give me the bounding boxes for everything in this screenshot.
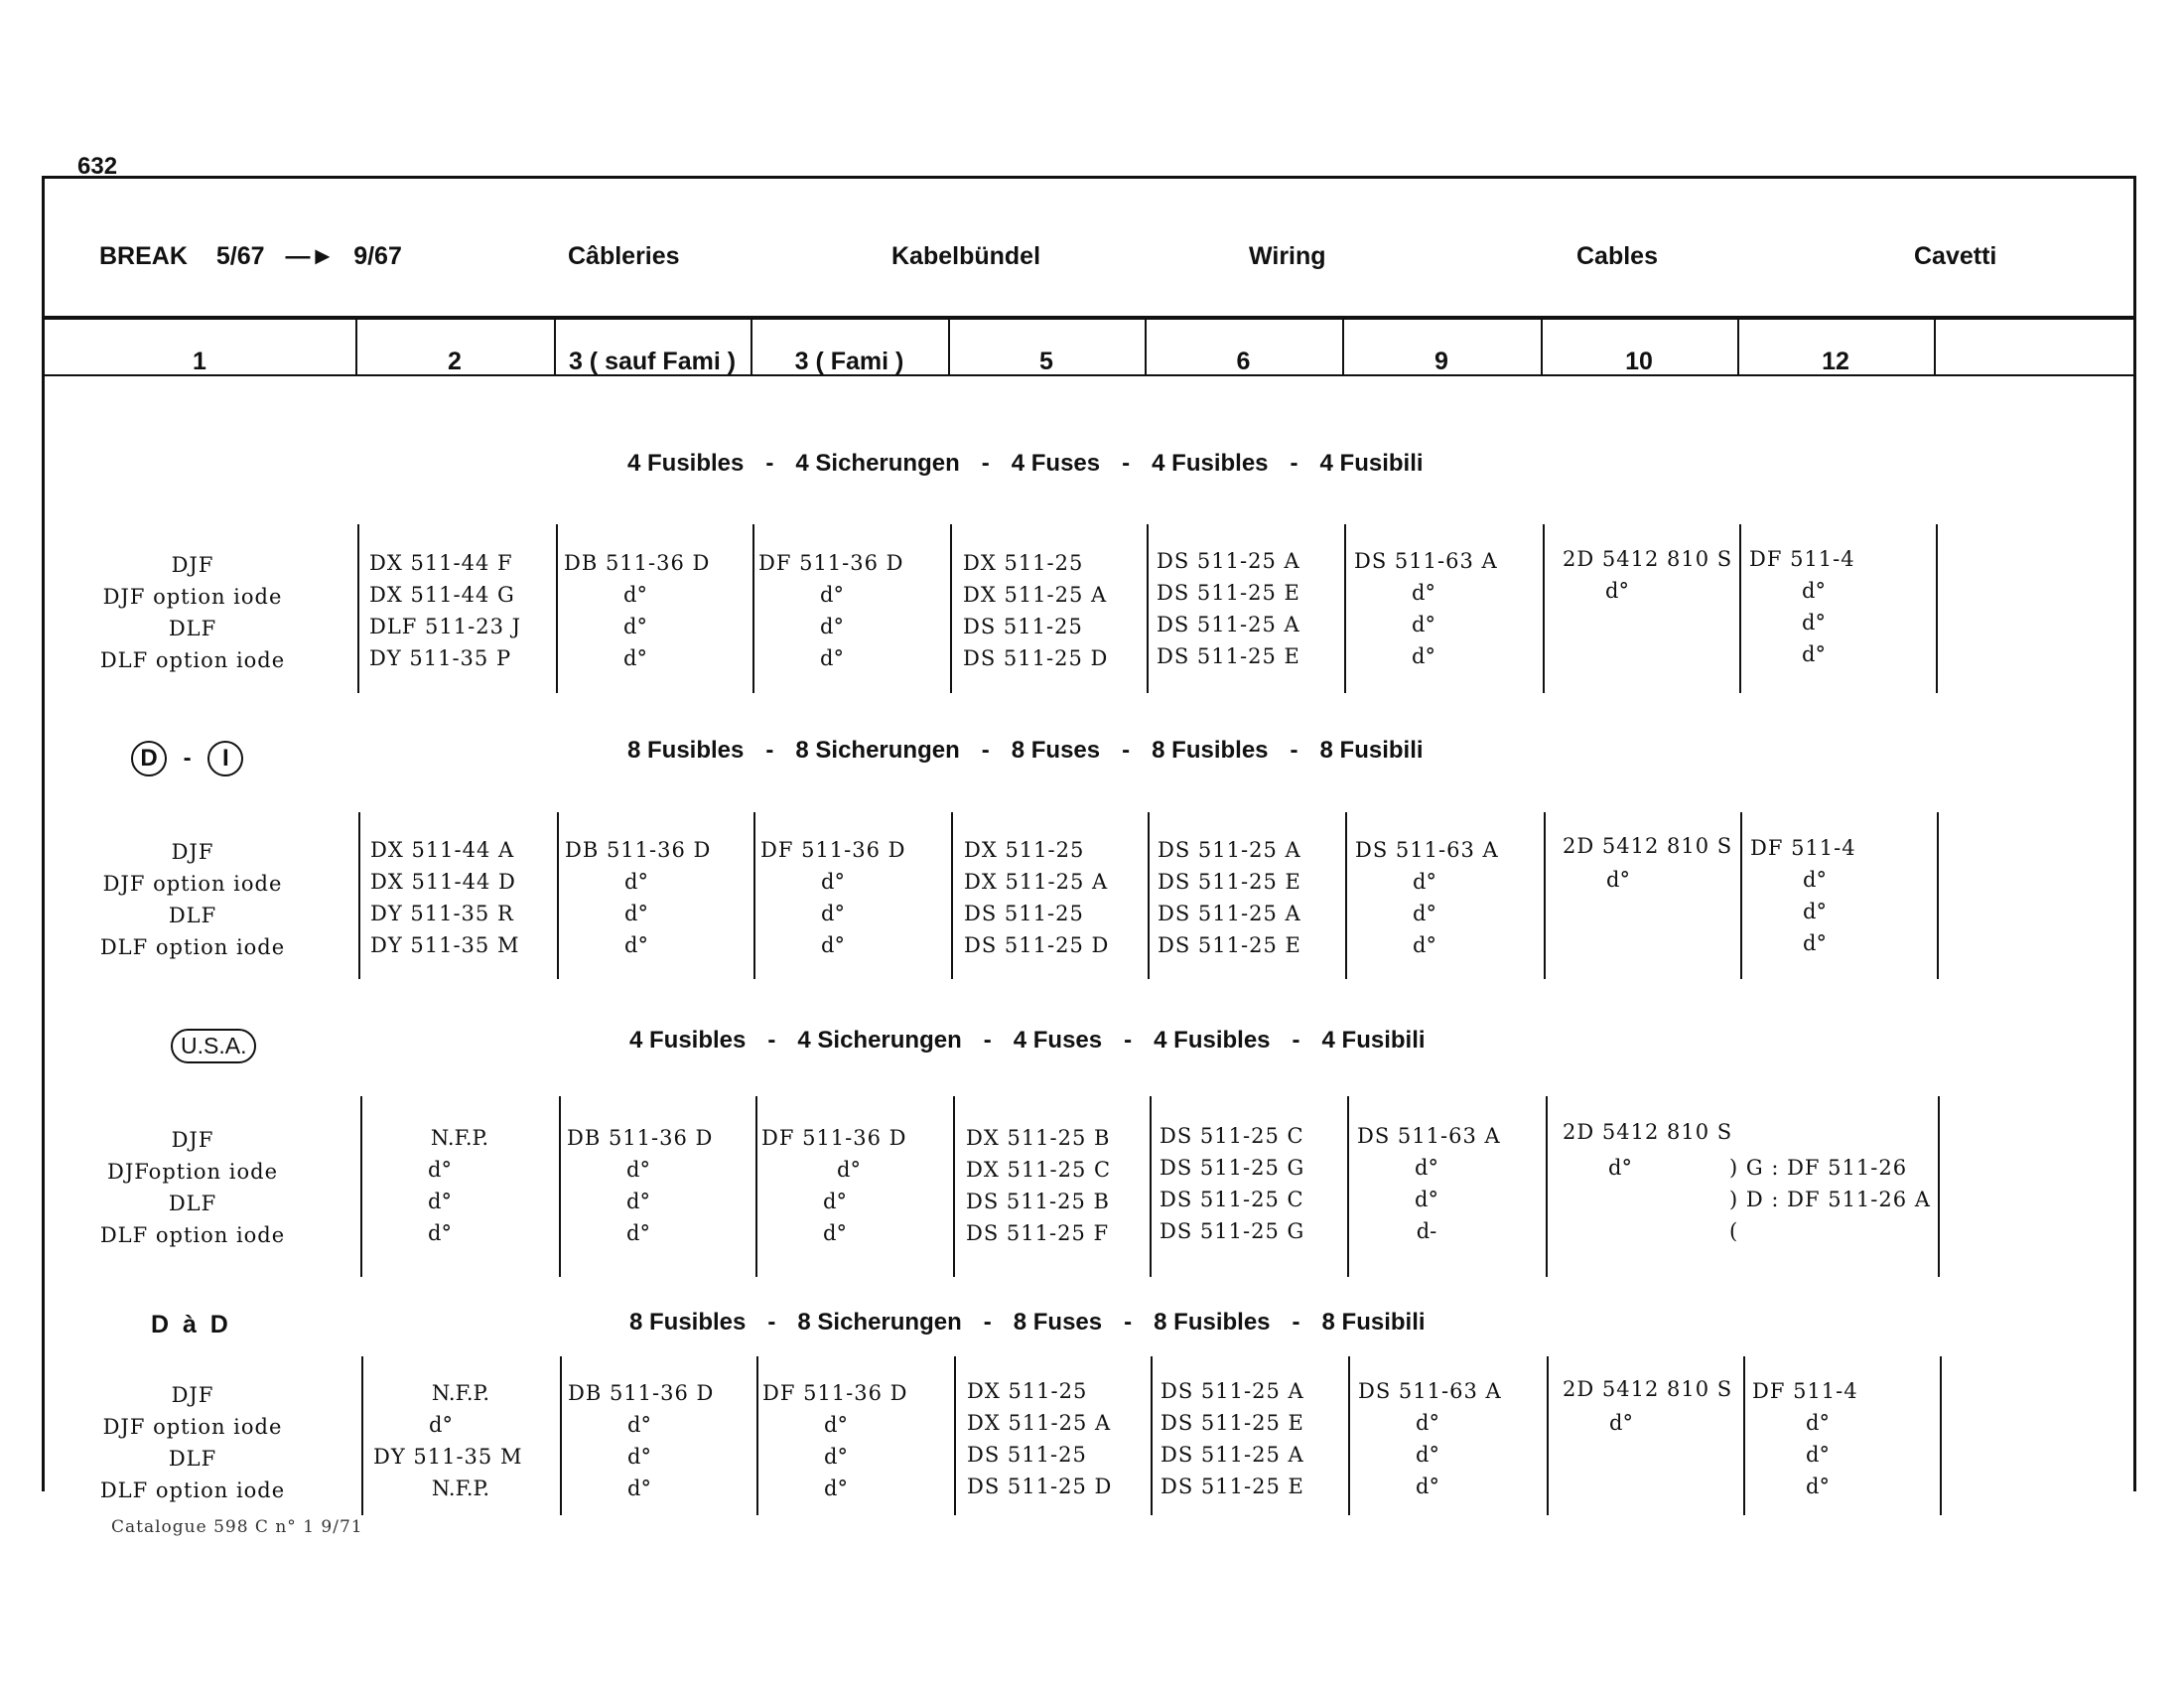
cell-col6: DS 511-25 E bbox=[1158, 870, 1301, 894]
cell-col2: DX 511-44 F bbox=[369, 551, 513, 575]
cell-col9: d° bbox=[1415, 1188, 1438, 1211]
section-banner: 8 Fusibles - 8 Sicherungen - 8 Fuses - 8 Fusibles - 8 Fusibili bbox=[629, 1309, 1426, 1336]
cell-col9: DS 511-63 A bbox=[1357, 1124, 1501, 1148]
cell-col2: d° bbox=[428, 1158, 452, 1182]
cell-col12-left-fuse: ) G : DF 511-26 bbox=[1729, 1156, 1908, 1180]
cell-col5: DX 511-25 C bbox=[966, 1158, 1112, 1182]
cell-col3-fami: DF 511-36 D bbox=[758, 551, 904, 575]
cell-col3: d° bbox=[624, 870, 648, 894]
column-header-1: 1 bbox=[193, 348, 206, 375]
cell-col6: DS 511-25 A bbox=[1158, 902, 1301, 925]
cell-col3: d° bbox=[626, 1158, 650, 1182]
cell-col12-bracket: ( bbox=[1729, 1219, 1739, 1243]
row-label: DLF option iode bbox=[99, 648, 286, 672]
row-label: DJF option iode bbox=[102, 1415, 283, 1439]
cell-col9: d- bbox=[1416, 1219, 1437, 1243]
cell-col6: DS 511-25 E bbox=[1160, 1411, 1304, 1435]
cell-col12: d° bbox=[1802, 579, 1826, 603]
row-label: DLF bbox=[168, 617, 217, 640]
cell-col3-fami: DF 511-36 D bbox=[762, 1381, 908, 1405]
cell-col10: d° bbox=[1605, 579, 1629, 603]
cell-col2: N.F.P. bbox=[431, 1477, 490, 1500]
section-banner: 4 Fusibles - 4 Sicherungen - 4 Fuses - 4 Fusibles - 4 Fusibili bbox=[627, 450, 1424, 477]
cell-col9: DS 511-63 A bbox=[1355, 838, 1499, 862]
cell-col5: DX 511-25 bbox=[964, 838, 1085, 862]
page-number: 632 bbox=[77, 153, 118, 180]
cell-col3-fami: d° bbox=[824, 1445, 848, 1469]
cell-col12: d° bbox=[1806, 1475, 1830, 1498]
cell-col2: DY 511-35 M bbox=[373, 1445, 523, 1469]
cell-col5: DS 511-25 F bbox=[966, 1221, 1110, 1245]
cell-col6: DS 511-25 G bbox=[1160, 1156, 1305, 1180]
country-badge-d: D bbox=[131, 741, 167, 776]
cell-col12: d° bbox=[1806, 1443, 1830, 1467]
cell-col12: d° bbox=[1803, 900, 1827, 923]
header-title-de: Kabelbündel bbox=[891, 242, 1041, 270]
cell-col2: DY 511-35 M bbox=[370, 933, 520, 957]
column-header-10: 10 bbox=[1625, 348, 1653, 375]
column-header-5: 5 bbox=[1039, 348, 1053, 375]
cell-col3: d° bbox=[627, 1445, 651, 1469]
cell-col2: DLF 511-23 J bbox=[369, 615, 522, 638]
period-arrow-icon: —► bbox=[285, 242, 336, 270]
period-from: 5/67 bbox=[215, 242, 265, 270]
section-banner: 4 Fusibles - 4 Sicherungen - 4 Fuses - 4 Fusibles - 4 Fusibili bbox=[629, 1027, 1426, 1054]
cell-col6: DS 511-25 A bbox=[1160, 1379, 1304, 1403]
cell-col9: d° bbox=[1413, 902, 1436, 925]
column-header-2: 2 bbox=[448, 348, 462, 375]
cell-col6: DS 511-25 A bbox=[1157, 613, 1300, 636]
period-to: 9/67 bbox=[353, 242, 402, 270]
cell-col2: d° bbox=[428, 1190, 452, 1213]
cell-col3-fami: d° bbox=[820, 583, 844, 607]
cell-col6: DS 511-25 E bbox=[1157, 581, 1300, 605]
cell-col3: d° bbox=[627, 1477, 651, 1500]
cell-col2: d° bbox=[428, 1221, 452, 1245]
cell-col3: d° bbox=[623, 646, 647, 670]
cell-col10: 2D 5412 810 S bbox=[1563, 834, 1733, 858]
cell-col6: DS 511-25 E bbox=[1157, 644, 1300, 668]
cell-col12-right-fuse: ) D : DF 511-26 A bbox=[1729, 1188, 1931, 1211]
cell-col12: DF 511-4 bbox=[1750, 836, 1856, 860]
row-label: DLF bbox=[168, 1192, 217, 1215]
cell-col10: d° bbox=[1609, 1411, 1633, 1435]
row-label: DJF option iode bbox=[102, 585, 283, 609]
cell-col12: d° bbox=[1803, 868, 1827, 892]
cell-col6: DS 511-25 C bbox=[1160, 1124, 1304, 1148]
cell-col3-fami: d° bbox=[821, 933, 845, 957]
row-label: DJF bbox=[171, 840, 214, 864]
column-header-3-fami: 3 ( Fami ) bbox=[794, 348, 904, 375]
cell-col10: 2D 5412 810 S bbox=[1563, 1377, 1733, 1401]
row-label: DLF option iode bbox=[99, 1223, 286, 1247]
row-label: DJFoption iode bbox=[107, 1160, 278, 1184]
row-label: DJF bbox=[171, 1128, 214, 1152]
cell-col5: DX 511-25 B bbox=[966, 1126, 1111, 1150]
cell-col3: DB 511-36 D bbox=[565, 838, 712, 862]
cell-col2: N.F.P. bbox=[430, 1126, 489, 1150]
cell-col5: DX 511-25 A bbox=[967, 1411, 1112, 1435]
cell-col5: DX 511-25 bbox=[967, 1379, 1088, 1403]
cell-col12: d° bbox=[1802, 611, 1826, 634]
row-label: DJF bbox=[171, 1383, 214, 1407]
cell-col3: DB 511-36 D bbox=[568, 1381, 715, 1405]
cell-col5: DS 511-25 bbox=[963, 615, 1083, 638]
cell-col3-fami: d° bbox=[821, 870, 845, 894]
cell-col3-fami: DF 511-36 D bbox=[760, 838, 906, 862]
column-header-3-sauf-fami: 3 ( sauf Fami ) bbox=[568, 348, 737, 375]
cell-col2: DX 511-44 D bbox=[370, 870, 516, 894]
cell-col3-fami: d° bbox=[820, 615, 844, 638]
cell-col9: DS 511-63 A bbox=[1354, 549, 1498, 573]
cell-col3: d° bbox=[624, 933, 648, 957]
cell-col3-fami: d° bbox=[824, 1477, 848, 1500]
country-badge-usa: U.S.A. bbox=[171, 1029, 256, 1063]
cell-col3-fami: DF 511-36 D bbox=[761, 1126, 907, 1150]
cell-col2: DY 511-35 R bbox=[370, 902, 514, 925]
row-label: DLF bbox=[168, 1447, 217, 1471]
country-badge-i: I bbox=[207, 741, 243, 776]
cell-col6: DS 511-25 A bbox=[1157, 549, 1300, 573]
cell-col9: DS 511-63 A bbox=[1358, 1379, 1502, 1403]
cell-col3: d° bbox=[626, 1221, 650, 1245]
cell-col3: DB 511-36 D bbox=[567, 1126, 714, 1150]
col-divider bbox=[1934, 320, 1936, 375]
catalogue-footer: Catalogue 598 C n° 1 9/71 bbox=[111, 1517, 363, 1537]
header-title-en: Wiring bbox=[1249, 242, 1326, 270]
header-model bbox=[99, 242, 402, 271]
row-label: DLF option iode bbox=[99, 1478, 286, 1502]
cell-col5: DS 511-25 bbox=[967, 1443, 1087, 1467]
cell-col3: d° bbox=[627, 1413, 651, 1437]
cell-col5: DX 511-25 A bbox=[963, 583, 1108, 607]
cell-col2: d° bbox=[429, 1413, 453, 1437]
cell-col3-fami: d° bbox=[837, 1158, 861, 1182]
section-marker: D - I bbox=[131, 741, 243, 776]
cell-col3: d° bbox=[623, 615, 647, 638]
row-label: DJF bbox=[171, 553, 214, 577]
cell-col5: DX 511-25 bbox=[963, 551, 1084, 575]
cell-col3-fami: d° bbox=[820, 646, 844, 670]
header-title-es: Cables bbox=[1576, 242, 1658, 270]
cell-col12: d° bbox=[1803, 931, 1827, 955]
cell-col3-fami: d° bbox=[823, 1190, 847, 1213]
cell-col6: DS 511-25 C bbox=[1160, 1188, 1304, 1211]
row-label: DLF option iode bbox=[99, 935, 286, 959]
cell-col9: d° bbox=[1413, 933, 1436, 957]
cell-col9: d° bbox=[1416, 1443, 1439, 1467]
cell-col9: d° bbox=[1415, 1156, 1438, 1180]
cell-col5: DS 511-25 D bbox=[967, 1475, 1113, 1498]
cell-col6: DS 511-25 G bbox=[1160, 1219, 1305, 1243]
cell-col9: d° bbox=[1412, 644, 1435, 668]
cell-col9: d° bbox=[1412, 581, 1435, 605]
cell-col9: d° bbox=[1412, 613, 1435, 636]
cell-col5: DS 511-25 B bbox=[966, 1190, 1110, 1213]
cell-col9: d° bbox=[1416, 1411, 1439, 1435]
cell-col6: DS 511-25 E bbox=[1158, 933, 1301, 957]
column-header-6: 6 bbox=[1236, 348, 1251, 375]
cell-col10: d° bbox=[1606, 868, 1630, 892]
cell-col6: DS 511-25 A bbox=[1158, 838, 1301, 862]
cell-col3: d° bbox=[624, 902, 648, 925]
header-title-fr: Câbleries bbox=[568, 242, 680, 270]
cell-col10: 2D 5412 810 S bbox=[1563, 547, 1733, 571]
cell-col5: DS 511-25 D bbox=[964, 933, 1110, 957]
column-header-12: 12 bbox=[1822, 348, 1849, 375]
cell-col2: DY 511-35 P bbox=[369, 646, 512, 670]
cell-col2: N.F.P. bbox=[431, 1381, 490, 1405]
cell-col3-fami: d° bbox=[823, 1221, 847, 1245]
row-label: DLF bbox=[168, 904, 217, 927]
cell-col12: d° bbox=[1806, 1411, 1830, 1435]
cell-col10: d° bbox=[1608, 1156, 1632, 1180]
section-marker-d-a-d: D à D bbox=[151, 1311, 228, 1338]
cell-col3: DB 511-36 D bbox=[564, 551, 711, 575]
header-title-it: Cavetti bbox=[1914, 242, 1997, 270]
cell-col6: DS 511-25 E bbox=[1160, 1475, 1304, 1498]
cell-col5: DX 511-25 A bbox=[964, 870, 1109, 894]
cell-col12: DF 511-4 bbox=[1749, 547, 1855, 571]
cell-col12: DF 511-4 bbox=[1752, 1379, 1858, 1403]
row-label: DJF option iode bbox=[102, 872, 283, 896]
cell-col3: d° bbox=[623, 583, 647, 607]
cell-col2: DX 511-44 G bbox=[369, 583, 515, 607]
model-name: BREAK bbox=[99, 242, 188, 270]
section-banner: 8 Fusibles - 8 Sicherungen - 8 Fuses - 8 Fusibles - 8 Fusibili bbox=[627, 737, 1424, 764]
cell-col3-fami: d° bbox=[821, 902, 845, 925]
cell-col9: d° bbox=[1413, 870, 1436, 894]
cell-col10: 2D 5412 810 S bbox=[1563, 1120, 1733, 1144]
cell-col3-fami: d° bbox=[824, 1413, 848, 1437]
cell-col5: DS 511-25 bbox=[964, 902, 1084, 925]
column-header-9: 9 bbox=[1434, 348, 1448, 375]
cell-col12: d° bbox=[1802, 642, 1826, 666]
cell-col6: DS 511-25 A bbox=[1160, 1443, 1304, 1467]
cell-col9: d° bbox=[1416, 1475, 1439, 1498]
cell-col3: d° bbox=[626, 1190, 650, 1213]
cell-col2: DX 511-44 A bbox=[370, 838, 515, 862]
cell-col5: DS 511-25 D bbox=[963, 646, 1109, 670]
